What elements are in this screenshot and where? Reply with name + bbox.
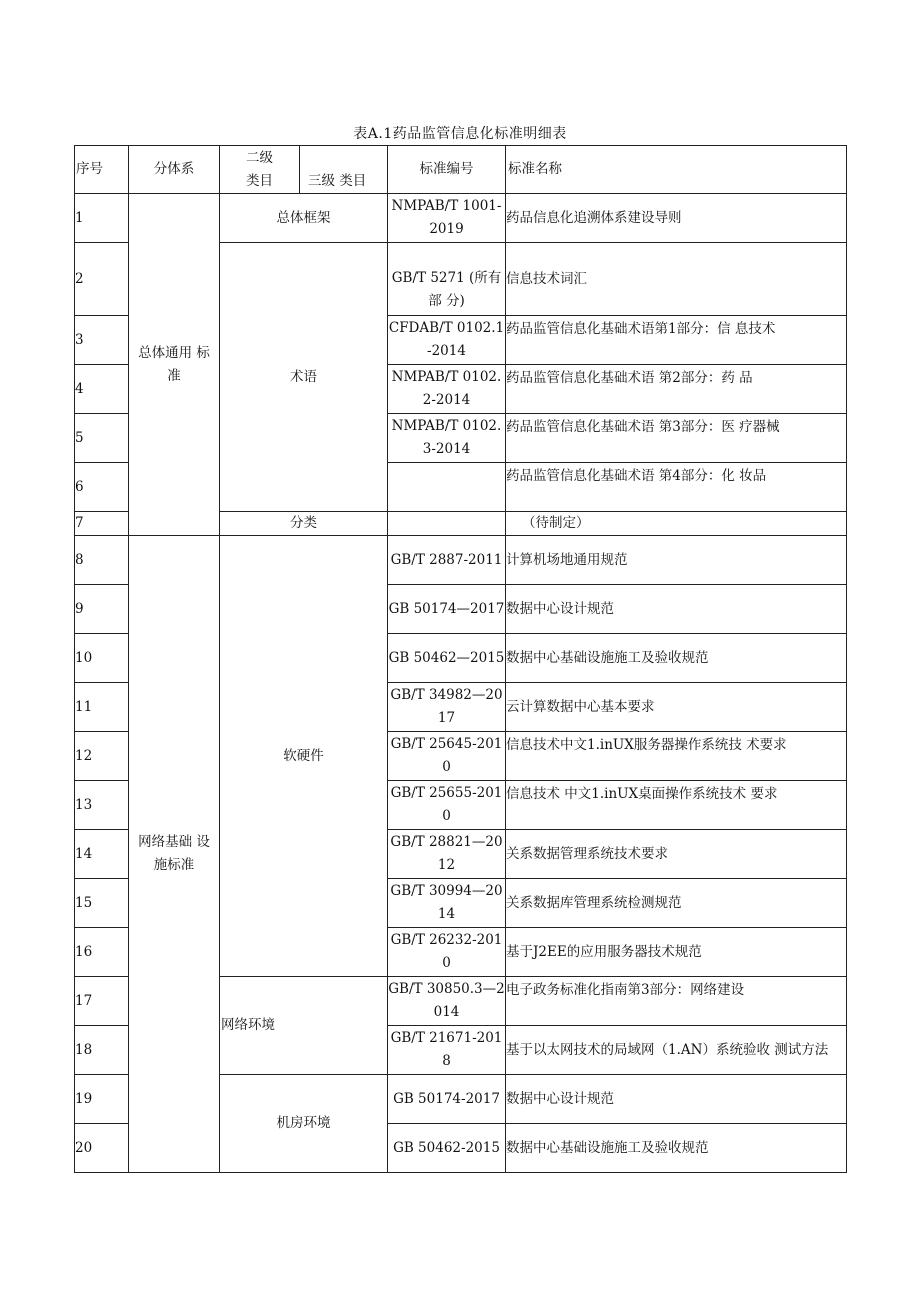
row-number: 8	[75, 536, 129, 585]
standard-name: 数据中心设计规范	[506, 585, 847, 634]
standard-code: GB/T 26232-2010	[388, 928, 506, 977]
standard-name: 数据中心基础设施施工及验收规范	[506, 634, 847, 683]
standard-name: 电子政务标准化指南第3部分：网络建设	[506, 977, 847, 1026]
standard-code: GB 50174—2017	[388, 585, 506, 634]
standard-code: GB/T 25655-2010	[388, 781, 506, 830]
standard-name: 药品信息化追溯体系建设导则	[506, 194, 847, 243]
header-subsystem: 分体系	[129, 146, 220, 194]
standard-name: 数据中心设计规范	[506, 1075, 847, 1124]
header-code: 标准编号	[388, 146, 506, 194]
row-number: 16	[75, 928, 129, 977]
row-number: 9	[75, 585, 129, 634]
row-number: 2	[75, 243, 129, 316]
standard-code: GB 50462-2015	[388, 1124, 506, 1173]
table-caption: 表A.1药品监管信息化标准明细表	[353, 126, 567, 142]
table-row	[75, 536, 847, 585]
standard-code: GB/T 34982—2017	[388, 683, 506, 732]
row-number: 4	[75, 365, 129, 414]
row-number: 15	[75, 879, 129, 928]
standard-name: 基于J2EE的应用服务器技术规范	[506, 928, 847, 977]
standard-name: 药品监管信息化基础术语 第4部分：化 妆品	[506, 463, 847, 512]
standard-code	[388, 512, 506, 536]
standard-code: NMPAB/T 1001-2019	[388, 194, 506, 243]
row-number: 3	[75, 316, 129, 365]
standard-name: 药品监管信息化基础术语第1部分：信 息技术	[506, 316, 847, 365]
header-level2-line2: 类目	[246, 172, 273, 189]
standard-code: GB/T 25645-2010	[388, 732, 506, 781]
header-row	[75, 146, 847, 194]
standard-name: 信息技术中文1.inUX服务器操作系统技 术要求	[506, 732, 847, 781]
header-level2-line1: 二级	[246, 149, 273, 166]
row-number: 20	[75, 1124, 129, 1173]
standard-code: CFDAB/T 0102.1-2014	[388, 316, 506, 365]
table-row	[75, 194, 847, 243]
row-number: 12	[75, 732, 129, 781]
category-room-env: 机房环境	[220, 1075, 388, 1173]
row-number: 10	[75, 634, 129, 683]
standard-code: GB/T 5271 (所有部 分)	[388, 243, 506, 316]
row-number: 19	[75, 1075, 129, 1124]
standard-code: NMPAB/T 0102.3-2014	[388, 414, 506, 463]
group-network: 网络基础 设施标准	[129, 536, 220, 1173]
row-number: 7	[75, 512, 129, 536]
standard-code: GB/T 28821—2012	[388, 830, 506, 879]
standard-name: 基于以太网技术的局域网（1.AN）系统验收 测试方法	[506, 1026, 847, 1075]
category-terms: 术语	[220, 243, 388, 512]
standard-code: NMPAB/T 0102.2-2014	[388, 365, 506, 414]
standard-code: GB 50174-2017	[388, 1075, 506, 1124]
header-level2	[220, 146, 300, 194]
standard-name: 关系数据管理系统技术要求	[506, 830, 847, 879]
row-number: 18	[75, 1026, 129, 1075]
standard-name: 信息技术 中文1.inUX桌面操作系统技术 要求	[506, 781, 847, 830]
standard-code	[388, 463, 506, 512]
header-seq: 序号	[75, 146, 129, 194]
standard-name: 云计算数据中心基本要求	[506, 683, 847, 732]
row-number: 11	[75, 683, 129, 732]
standard-code: GB/T 21671-2018	[388, 1026, 506, 1075]
group-general: 总体通用 标准	[129, 194, 220, 536]
category-network-env: 网络环境	[220, 977, 388, 1075]
standard-name: 计算机场地通用规范	[506, 536, 847, 585]
category-classification: 分类	[220, 512, 388, 536]
standard-code: GB/T 30994—2014	[388, 879, 506, 928]
standard-code: GB/T 2887-2011	[388, 536, 506, 585]
header-name: 标准名称	[506, 146, 847, 194]
standard-name: 药品监管信息化基础术语 第3部分：医 疗器械	[506, 414, 847, 463]
standard-name: 信息技术词汇	[506, 243, 847, 316]
standard-name: （待制定）	[506, 512, 847, 536]
row-number: 1	[75, 194, 129, 243]
row-number: 6	[75, 463, 129, 512]
row-number: 5	[75, 414, 129, 463]
standard-name: 药品监管信息化基础术语 第2部分：药 品	[506, 365, 847, 414]
row-number: 14	[75, 830, 129, 879]
standard-name: 关系数据库管理系统检测规范	[506, 879, 847, 928]
category-framework: 总体框架	[220, 194, 388, 243]
category-hardware-software: 软硬件	[220, 536, 388, 977]
standard-name: 数据中心基础设施施工及验收规范	[506, 1124, 847, 1173]
standard-code: GB/T 30850.3—2014	[388, 977, 506, 1026]
standard-code: GB 50462—2015	[388, 634, 506, 683]
row-number: 17	[75, 977, 129, 1026]
row-number: 13	[75, 781, 129, 830]
header-level3: 三级 类目	[300, 146, 388, 194]
standards-table	[74, 145, 847, 1173]
